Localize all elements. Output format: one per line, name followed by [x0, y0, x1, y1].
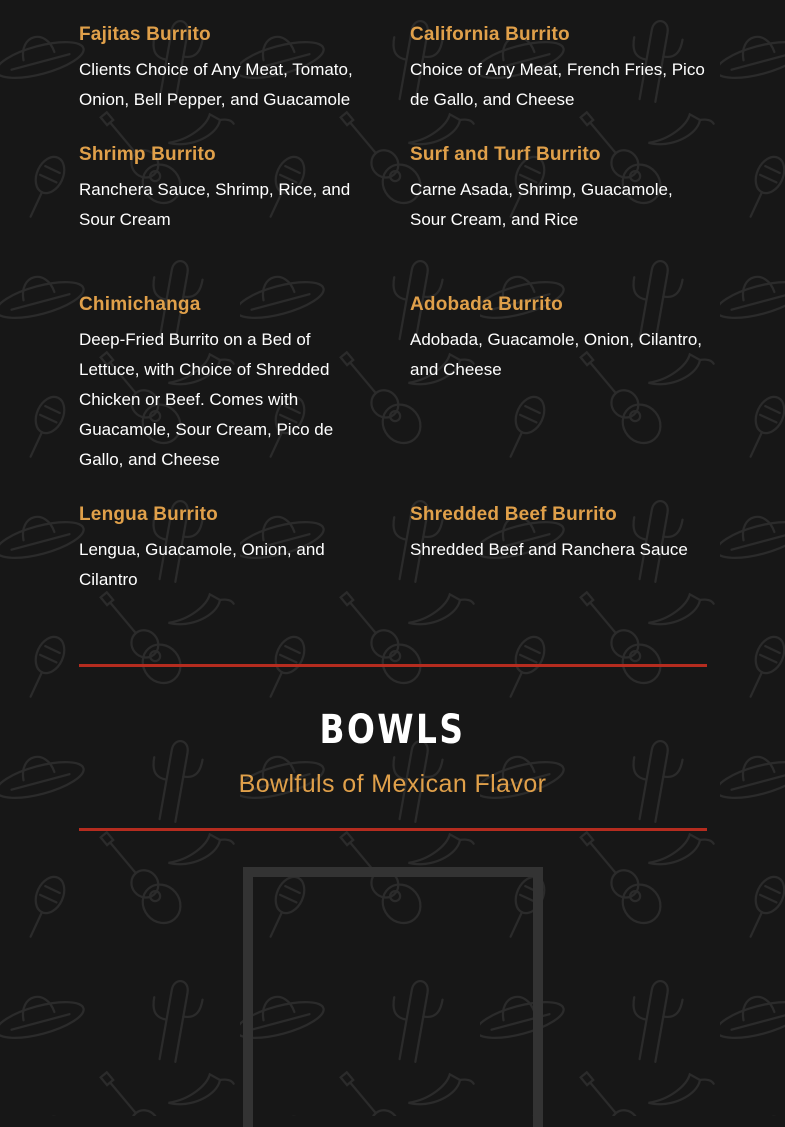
- menu-item-title: Shrimp Burrito: [79, 144, 216, 165]
- section-subtitle: Bowlfuls of Mexican Flavor: [238, 770, 547, 798]
- menu-item-description: Shredded Beef and Ranchera Sauce: [410, 540, 688, 559]
- menu-item-title: Shredded Beef Burrito: [410, 504, 617, 525]
- menu-item-adobada-burrito: [410, 293, 710, 385]
- menu-item-title: Lengua Burrito: [79, 504, 218, 525]
- section-divider-top: [79, 664, 707, 667]
- section-title: BOWLS: [319, 707, 466, 753]
- menu-item-title: California Burrito: [410, 24, 570, 45]
- menu-item-title: Surf and Turf Burrito: [410, 144, 601, 165]
- menu-item-fajitas-burrito: [79, 23, 379, 115]
- menu-item-title: Chimichanga: [79, 294, 201, 315]
- menu-item-lengua-burrito: [79, 503, 379, 595]
- menu-item-description: Choice of Any Meat, French Fries, Pico de Gallo, and Cheese: [410, 60, 705, 109]
- menu-item-shrimp-burrito: [79, 143, 379, 235]
- menu-item-chimichanga: [79, 293, 369, 475]
- menu-item-description: Deep-Fried Burrito on a Bed of Lettuce, with Choice of Shredded Chicken or Beef. Comes with Guacamole, Sour Cream, Pico de Gallo, and Cheese: [79, 330, 334, 469]
- menu-item-shredded-beef-burrito: [410, 503, 720, 565]
- menu-item-title: Adobada Burrito: [410, 294, 563, 315]
- bowl-image-frame: [243, 867, 543, 1127]
- menu-item-description: Lengua, Guacamole, Onion, and Cilantro: [79, 540, 325, 589]
- menu-item-description: Ranchera Sauce, Shrimp, Rice, and Sour Cream: [79, 180, 351, 229]
- menu-item-surf-and-turf-burrito: [410, 143, 710, 235]
- menu-item-description: Adobada, Guacamole, Onion, Cilantro, and Cheese: [410, 330, 703, 379]
- section-divider-bottom: [79, 828, 707, 831]
- menu-item-title: Fajitas Burrito: [79, 24, 211, 45]
- menu-item-description: Clients Choice of Any Meat, Tomato, Onion, Bell Pepper, and Guacamole: [79, 60, 353, 109]
- menu-item-california-burrito: [410, 23, 710, 115]
- menu-item-description: Carne Asada, Shrimp, Guacamole, Sour Cream, and Rice: [410, 180, 673, 229]
